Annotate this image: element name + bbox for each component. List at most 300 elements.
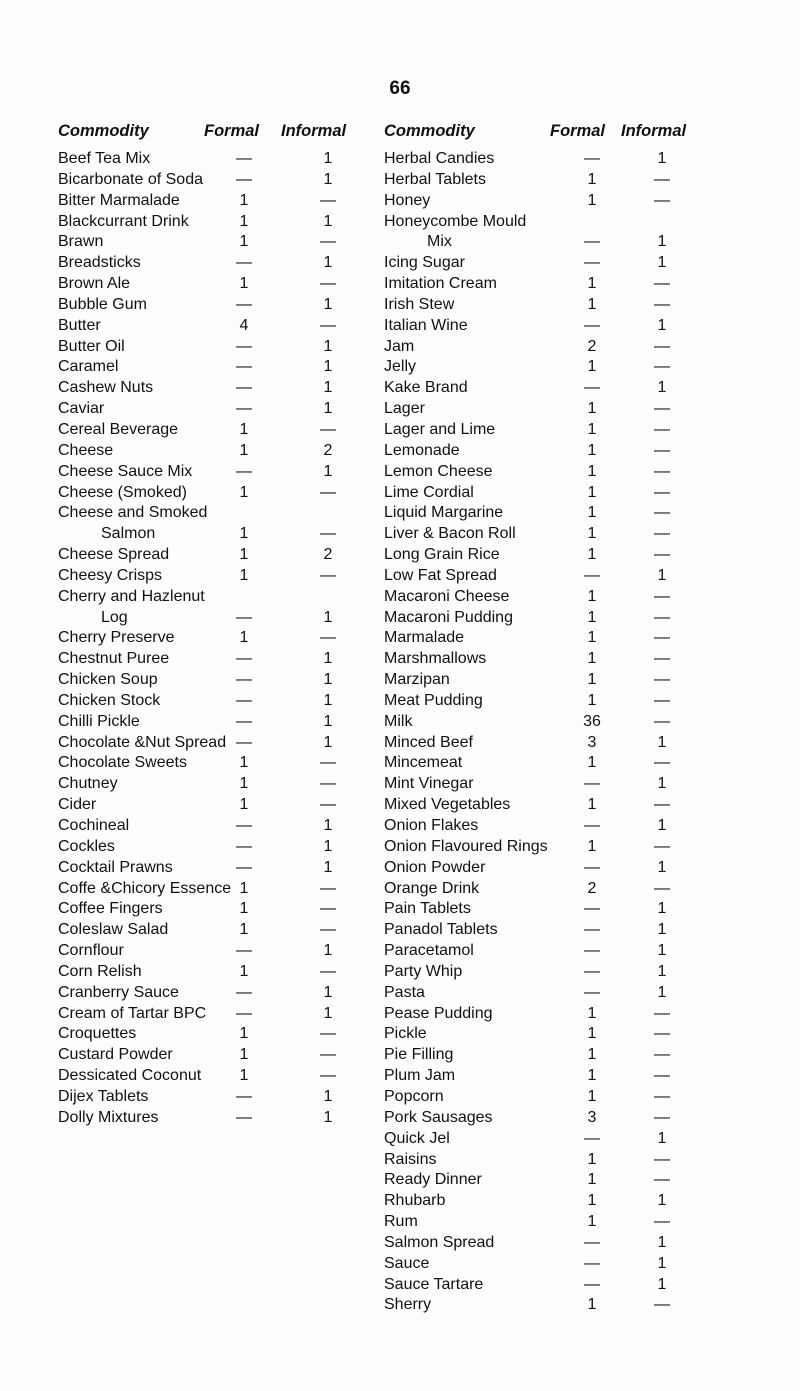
commodity-header: Commodity xyxy=(58,122,149,140)
formal-header: Formal xyxy=(204,122,260,140)
formal-count: 1 xyxy=(587,1150,597,1168)
informal-count: 1 xyxy=(323,1108,333,1126)
commodity-name: Ready Dinner xyxy=(384,1171,482,1189)
informal-count: — xyxy=(654,337,670,355)
left-table-body xyxy=(58,149,358,1129)
formal-count: 1 xyxy=(239,483,249,501)
table-row xyxy=(58,858,358,879)
formal-count: 1 xyxy=(239,191,249,209)
informal-count: 1 xyxy=(657,900,667,918)
formal-count: — xyxy=(584,379,600,397)
informal-header: Informal xyxy=(281,122,347,140)
commodity-name: Brawn xyxy=(58,233,104,251)
formal-count: 1 xyxy=(239,275,249,293)
formal-count: — xyxy=(584,254,600,272)
informal-count: — xyxy=(654,358,670,376)
formal-count: — xyxy=(584,233,600,251)
table-row xyxy=(58,170,358,191)
table-row xyxy=(58,899,358,920)
commodity-name: Chicken Stock xyxy=(58,691,161,709)
informal-count: — xyxy=(654,420,670,438)
formal-count: — xyxy=(584,150,600,167)
commodity-name: Cochineal xyxy=(58,817,130,834)
informal-count: 1 xyxy=(657,983,667,1001)
commodity-name: Milk xyxy=(384,712,413,730)
table-row xyxy=(384,1087,704,1108)
formal-count: 1 xyxy=(239,566,249,584)
commodity-name: Low Fat Spread xyxy=(384,566,497,584)
formal-count: — xyxy=(236,295,252,313)
table-row xyxy=(58,816,358,837)
formal-count: — xyxy=(236,400,252,418)
table-row xyxy=(384,712,704,733)
informal-count: 2 xyxy=(323,441,333,459)
informal-count: — xyxy=(320,921,336,939)
table-row xyxy=(384,816,704,837)
commodity-name: Party Whip xyxy=(384,962,463,980)
informal-count: 1 xyxy=(657,379,667,397)
commodity-name: Mix xyxy=(427,233,452,251)
table-row xyxy=(58,462,358,483)
informal-count: — xyxy=(320,796,336,814)
commodity-name: Icing Sugar xyxy=(384,254,465,272)
table-row xyxy=(384,1066,704,1087)
table-row xyxy=(384,191,704,212)
commodity-name: Beef Tea Mix xyxy=(58,150,151,167)
table-row xyxy=(58,441,358,462)
table-row xyxy=(58,837,358,858)
informal-count: 1 xyxy=(657,1129,667,1147)
informal-count: 1 xyxy=(323,379,333,397)
formal-count: 1 xyxy=(239,796,249,814)
commodity-name: Popcorn xyxy=(384,1087,444,1105)
commodity-name: Imitation Cream xyxy=(384,275,497,293)
table-row xyxy=(58,670,358,691)
formal-count: — xyxy=(584,1233,600,1251)
table-row xyxy=(384,337,704,358)
informal-count: 1 xyxy=(323,212,333,230)
commodity-name: Cornflour xyxy=(58,942,124,960)
informal-count: — xyxy=(320,879,336,897)
informal-count: — xyxy=(320,1025,336,1043)
commodity-name: Cheesy Crisps xyxy=(58,566,163,584)
informal-count: 1 xyxy=(323,837,333,855)
table-row xyxy=(384,1024,704,1045)
table-row xyxy=(58,420,358,441)
table-row xyxy=(58,1004,358,1025)
formal-count: — xyxy=(584,921,600,939)
informal-count: — xyxy=(320,900,336,918)
table-row xyxy=(58,295,358,316)
informal-count: — xyxy=(654,462,670,480)
commodity-name: Lager xyxy=(384,400,425,418)
table-row xyxy=(384,524,704,545)
formal-count: 1 xyxy=(239,1046,249,1064)
table-row xyxy=(58,524,358,545)
formal-count: — xyxy=(236,358,252,376)
table-row xyxy=(384,399,704,420)
informal-count: — xyxy=(320,629,336,647)
commodity-name: Custard Powder xyxy=(58,1046,173,1064)
formal-count: 1 xyxy=(239,212,249,230)
right-column-table xyxy=(384,120,704,1316)
informal-count: 2 xyxy=(323,546,333,564)
table-row xyxy=(384,1004,704,1025)
table-row xyxy=(384,316,704,337)
commodity-name: Dolly Mixtures xyxy=(58,1108,159,1126)
commodity-name: Marmalade xyxy=(384,629,465,647)
formal-count: 1 xyxy=(239,233,249,251)
commodity-name: Cheese xyxy=(58,441,114,459)
informal-count: — xyxy=(320,962,336,980)
commodity-name: Croquettes xyxy=(58,1025,137,1043)
commodity-name: Chocolate &Nut Spread xyxy=(58,733,227,751)
formal-count: — xyxy=(236,170,252,188)
commodity-name: Chicken Soup xyxy=(58,671,158,689)
informal-count: — xyxy=(320,754,336,772)
formal-count: — xyxy=(236,671,252,689)
formal-count: — xyxy=(236,817,252,834)
informal-count: — xyxy=(654,1087,670,1105)
informal-count: — xyxy=(320,525,336,543)
table-row xyxy=(58,879,358,900)
formal-count: 1 xyxy=(587,1025,597,1043)
informal-count: — xyxy=(654,650,670,668)
formal-count: 1 xyxy=(587,608,597,626)
table-row xyxy=(58,753,358,774)
commodity-name: Minced Beef xyxy=(384,733,473,751)
informal-count: 1 xyxy=(323,650,333,668)
table-row xyxy=(384,587,704,608)
commodity-name: Long Grain Rice xyxy=(384,546,500,564)
formal-count: 1 xyxy=(587,483,597,501)
left-table-header xyxy=(58,120,358,149)
commodity-name: Dessicated Coconut xyxy=(58,1067,202,1085)
formal-count: 1 xyxy=(587,691,597,709)
formal-count: 1 xyxy=(587,462,597,480)
table-row xyxy=(384,962,704,983)
table-row xyxy=(384,920,704,941)
commodity-name: Cereal Beverage xyxy=(58,420,179,438)
commodity-name: Cherry Preserve xyxy=(58,629,175,647)
table-row xyxy=(58,503,358,524)
commodity-name: Pork Sausages xyxy=(384,1108,493,1126)
formal-count: 1 xyxy=(587,837,597,855)
informal-count: — xyxy=(320,316,336,334)
commodity-name: Dijex Tablets xyxy=(58,1087,149,1105)
commodity-name: Cocktail Prawns xyxy=(58,858,173,876)
formal-count: 1 xyxy=(239,921,249,939)
formal-count: — xyxy=(236,608,252,626)
commodity-name: Pickle xyxy=(384,1025,427,1043)
informal-count: 1 xyxy=(657,233,667,251)
informal-count: — xyxy=(320,275,336,293)
table-row xyxy=(384,649,704,670)
commodity-name: Honey xyxy=(384,191,431,209)
formal-count: 1 xyxy=(587,1046,597,1064)
informal-count: 1 xyxy=(323,817,333,834)
informal-count: — xyxy=(654,1067,670,1085)
formal-count: — xyxy=(236,712,252,730)
commodity-name: Lime Cordial xyxy=(384,483,474,501)
informal-count: — xyxy=(654,837,670,855)
formal-count: — xyxy=(236,858,252,876)
commodity-name: Raisins xyxy=(384,1150,437,1168)
table-row xyxy=(384,1045,704,1066)
formal-count: 36 xyxy=(583,712,601,730)
informal-count: 1 xyxy=(323,858,333,876)
formal-count: 1 xyxy=(587,400,597,418)
informal-count: — xyxy=(654,608,670,626)
table-row xyxy=(384,1170,704,1191)
commodity-name: Cheese Spread xyxy=(58,546,170,564)
informal-count: — xyxy=(654,170,670,188)
table-row xyxy=(384,274,704,295)
formal-count: — xyxy=(584,858,600,876)
informal-count: 1 xyxy=(657,921,667,939)
commodity-name: Coffee Fingers xyxy=(58,900,163,918)
formal-count: 1 xyxy=(587,275,597,293)
commodity-name: Bitter Marmalade xyxy=(58,191,180,209)
commodity-name: Chilli Pickle xyxy=(58,712,140,730)
formal-count: 1 xyxy=(587,650,597,668)
formal-count: 1 xyxy=(239,441,249,459)
commodity-name: Macaroni Cheese xyxy=(384,587,510,605)
formal-count: 1 xyxy=(587,1213,597,1231)
informal-count: — xyxy=(654,1108,670,1126)
formal-count: 1 xyxy=(239,754,249,772)
commodity-name: Bubble Gum xyxy=(58,295,147,313)
table-row xyxy=(384,420,704,441)
commodity-name: Sauce xyxy=(384,1254,430,1272)
informal-count: — xyxy=(654,1296,670,1314)
commodity-name: Cashew Nuts xyxy=(58,379,154,397)
formal-count: — xyxy=(584,900,600,918)
informal-count: 1 xyxy=(323,712,333,730)
commodity-name: Meat Pudding xyxy=(384,691,483,709)
formal-count: 1 xyxy=(239,525,249,543)
informal-count: 1 xyxy=(323,1087,333,1105)
commodity-name: Cherry and Hazlenut xyxy=(58,587,205,605)
formal-count: 1 xyxy=(587,587,597,605)
formal-count: 1 xyxy=(587,1087,597,1105)
commodity-name: Chocolate Sweets xyxy=(58,754,187,772)
informal-count: 1 xyxy=(323,254,333,272)
table-row xyxy=(58,628,358,649)
informal-count: — xyxy=(320,191,336,209)
informal-count: — xyxy=(320,420,336,438)
commodity-name: Rum xyxy=(384,1213,418,1231)
formal-count: 1 xyxy=(239,879,249,897)
table-row xyxy=(384,483,704,504)
commodity-name: Herbal Tablets xyxy=(384,170,486,188)
commodity-name: Irish Stew xyxy=(384,295,455,313)
left-column-table xyxy=(58,120,358,1129)
informal-count: 1 xyxy=(323,150,333,167)
commodity-name: Quick Jel xyxy=(384,1129,450,1147)
table-row xyxy=(384,628,704,649)
formal-count: — xyxy=(236,733,252,751)
commodity-name: Onion Flavoured Rings xyxy=(384,837,548,855)
informal-count: — xyxy=(654,1046,670,1064)
informal-count: — xyxy=(654,691,670,709)
formal-count: 1 xyxy=(587,546,597,564)
formal-count: — xyxy=(584,566,600,584)
commodity-name: Cream of Tartar BPC xyxy=(58,1004,207,1022)
informal-count: 1 xyxy=(657,566,667,584)
commodity-name: Plum Jam xyxy=(384,1067,456,1085)
table-row xyxy=(384,608,704,629)
table-row xyxy=(58,232,358,253)
table-row xyxy=(384,1295,704,1316)
table-row xyxy=(58,566,358,587)
commodity-name: Liquid Margarine xyxy=(384,504,504,522)
commodity-name: Chutney xyxy=(58,775,118,793)
formal-count: — xyxy=(236,942,252,960)
informal-count: 1 xyxy=(657,962,667,980)
commodity-name: Coleslaw Salad xyxy=(58,921,169,939)
formal-count: — xyxy=(236,150,252,167)
formal-count: — xyxy=(236,254,252,272)
informal-count: 1 xyxy=(657,942,667,960)
formal-count: 3 xyxy=(587,733,597,751)
table-row xyxy=(384,691,704,712)
commodity-name: Marshmallows xyxy=(384,650,487,668)
formal-count: — xyxy=(584,1254,600,1272)
commodity-name: Lemon Cheese xyxy=(384,462,493,480)
informal-count: — xyxy=(654,1213,670,1231)
commodity-name: Sauce Tartare xyxy=(384,1275,484,1293)
formal-count: 1 xyxy=(239,1067,249,1085)
informal-count: — xyxy=(654,1004,670,1022)
informal-count: — xyxy=(654,441,670,459)
informal-count: — xyxy=(654,400,670,418)
commodity-name: Rhubarb xyxy=(384,1192,446,1210)
commodity-name: Bicarbonate of Soda xyxy=(58,170,203,188)
commodity-name: Salmon xyxy=(101,525,156,543)
commodity-name: Kake Brand xyxy=(384,379,468,397)
commodity-name: Pasta xyxy=(384,983,425,1001)
commodity-name: Mixed Vegetables xyxy=(384,796,511,814)
informal-count: 1 xyxy=(323,462,333,480)
commodity-name: Jam xyxy=(384,337,415,355)
informal-count: 1 xyxy=(323,691,333,709)
informal-count: 1 xyxy=(657,150,667,167)
table-row xyxy=(384,670,704,691)
table-row xyxy=(58,774,358,795)
formal-count: 3 xyxy=(587,1108,597,1126)
informal-count: — xyxy=(654,504,670,522)
table-row xyxy=(58,1024,358,1045)
table-row xyxy=(58,1066,358,1087)
informal-count: 1 xyxy=(657,1233,667,1251)
commodity-name: Sherry xyxy=(384,1296,432,1314)
table-row xyxy=(58,1108,358,1129)
table-row xyxy=(384,378,704,399)
table-row xyxy=(58,253,358,274)
table-row xyxy=(58,545,358,566)
informal-count: — xyxy=(654,796,670,814)
formal-count: 1 xyxy=(239,420,249,438)
table-row xyxy=(384,753,704,774)
informal-count: 1 xyxy=(323,337,333,355)
table-row xyxy=(384,774,704,795)
informal-count: — xyxy=(654,525,670,543)
informal-count: — xyxy=(320,233,336,251)
table-row xyxy=(58,378,358,399)
commodity-name: Marzipan xyxy=(384,671,450,689)
commodity-name: Lager and Lime xyxy=(384,420,496,438)
formal-count: — xyxy=(236,1087,252,1105)
formal-count: — xyxy=(584,983,600,1001)
table-row xyxy=(384,357,704,378)
table-row xyxy=(58,483,358,504)
informal-count: 1 xyxy=(657,1254,667,1272)
informal-count: 1 xyxy=(657,817,667,834)
formal-count: — xyxy=(236,462,252,480)
commodity-name: Corn Relish xyxy=(58,962,142,980)
table-row xyxy=(58,920,358,941)
formal-count: 1 xyxy=(587,170,597,188)
commodity-header: Commodity xyxy=(384,122,475,140)
formal-count: — xyxy=(584,942,600,960)
formal-count: — xyxy=(236,1004,252,1022)
commodity-name: Caramel xyxy=(58,358,119,376)
formal-count: 1 xyxy=(587,1296,597,1314)
informal-count: — xyxy=(654,1171,670,1189)
table-row xyxy=(384,212,704,233)
informal-count: 1 xyxy=(657,733,667,751)
table-row xyxy=(384,1191,704,1212)
formal-count: 1 xyxy=(587,671,597,689)
commodity-name: Mint Vinegar xyxy=(384,775,474,793)
informal-count: — xyxy=(654,1150,670,1168)
formal-count: 4 xyxy=(239,316,249,334)
table-row xyxy=(384,462,704,483)
informal-count: 1 xyxy=(323,671,333,689)
table-row xyxy=(384,253,704,274)
table-row xyxy=(58,691,358,712)
informal-count: — xyxy=(654,629,670,647)
commodity-name: Lemonade xyxy=(384,441,460,459)
table-row xyxy=(384,941,704,962)
informal-count: 1 xyxy=(323,983,333,1001)
formal-count: 1 xyxy=(239,900,249,918)
table-row xyxy=(58,712,358,733)
formal-count: 1 xyxy=(587,420,597,438)
formal-count: 1 xyxy=(587,441,597,459)
commodity-name: Butter Oil xyxy=(58,337,125,355)
table-row xyxy=(384,1233,704,1254)
commodity-name: Chestnut Puree xyxy=(58,650,170,668)
commodity-name: Mincemeat xyxy=(384,754,463,772)
commodity-name: Blackcurrant Drink xyxy=(58,212,189,230)
commodity-name: Pease Pudding xyxy=(384,1004,493,1022)
informal-count: — xyxy=(654,1025,670,1043)
commodity-name: Onion Flakes xyxy=(384,817,479,834)
commodity-name: Caviar xyxy=(58,400,105,418)
right-table-header xyxy=(384,120,704,149)
formal-count: 1 xyxy=(587,295,597,313)
informal-count: — xyxy=(654,546,670,564)
table-row xyxy=(58,983,358,1004)
informal-count: — xyxy=(654,483,670,501)
table-row xyxy=(58,149,358,170)
commodity-name: Paracetamol xyxy=(384,942,474,960)
formal-count: 2 xyxy=(587,337,597,355)
table-row xyxy=(58,795,358,816)
table-row xyxy=(384,232,704,253)
